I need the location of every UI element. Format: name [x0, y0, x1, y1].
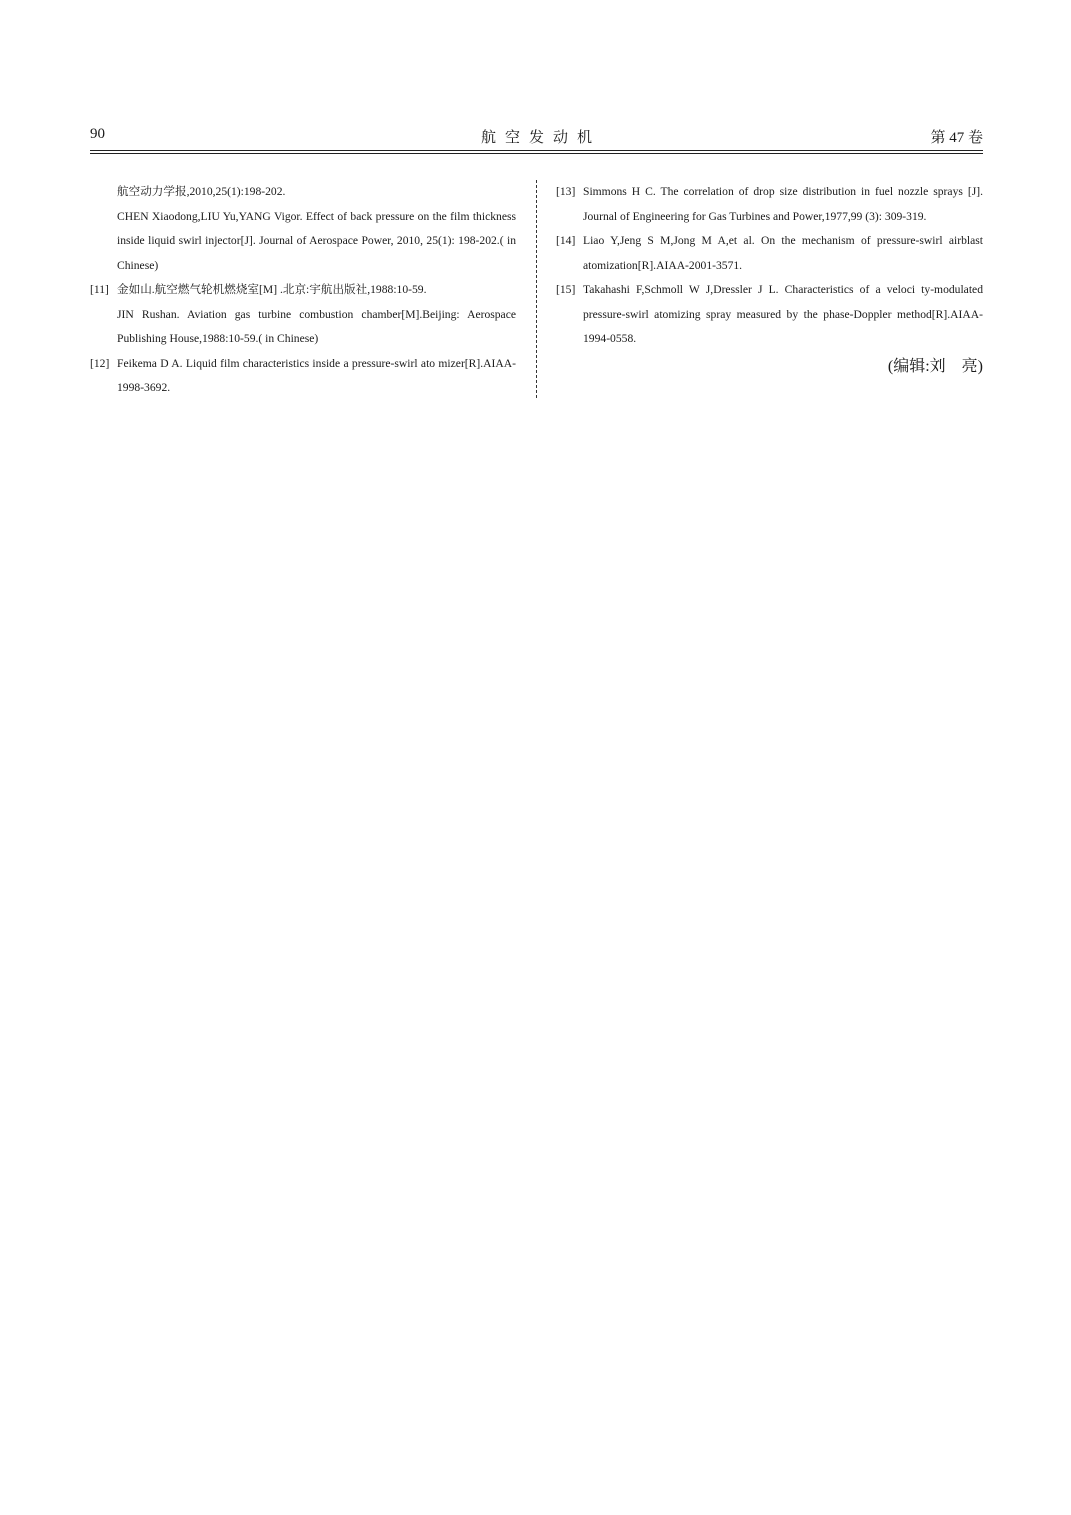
reference-15 — [556, 278, 983, 352]
reference-text-cn: 金如山.航空燃气轮机燃烧室[M] .北京:宇航出版社,1988:10-59. — [117, 283, 427, 296]
references-left-column — [90, 180, 516, 401]
editor-note: (编辑:刘 亮) — [887, 357, 983, 375]
column-separator — [536, 180, 537, 398]
reference-number: [12] — [90, 356, 110, 370]
reference-14 — [556, 229, 983, 278]
reference-text: Simmons H C. The correlation of drop size distribution in fuel nozzle sprays [J]. Journal of Engineering for Gas Turbines and Power,1977,99 (3): 309-319. — [583, 185, 983, 223]
reference-text: Takahashi F,Schmoll W J,Dressler J L. Characteristics of a veloci ty-modulated pressure-swirl atomizing spray measured by the phase-Doppler method[R].AIAA-1994-0558. — [583, 283, 983, 345]
reference-number: [14] — [556, 234, 576, 247]
reference-12 — [90, 352, 516, 401]
reference-11-en: JIN Rushan. Aviation gas turbine combustion chamber[M].Beijing: Aerospace Publishing House,1988:10-59.( in Chinese) — [117, 307, 516, 345]
reference-number: [11] — [90, 283, 109, 296]
volume-label: 第 47 卷 — [930, 130, 983, 146]
header-rule-top — [90, 150, 983, 151]
references-right-column — [556, 180, 983, 380]
reference-11 — [90, 278, 516, 303]
journal-title: 航空发动机 — [480, 130, 601, 146]
reference-text: Feikema D A. Liquid film characteristics inside a pressure-swirl ato mizer[R].AIAA-1998-3692. — [117, 356, 516, 394]
reference-continuation-en: CHEN Xiaodong,LIU Yu,YANG Vigor. Effect of back pressure on the film thickness inside liquid swirl injector[J]. Journal of Aerospace Power, 2010, 25(1): 198-202.( in Chinese) — [117, 209, 516, 272]
reference-13 — [556, 180, 983, 229]
page-number: 90 — [90, 126, 105, 142]
reference-continuation-cn: 航空动力学报,2010,25(1):198-202. — [117, 185, 286, 198]
reference-number: [15] — [556, 283, 576, 296]
reference-number: [13] — [556, 185, 576, 198]
reference-text: Liao Y,Jeng S M,Jong M A,et al. On the mechanism of pressure-swirl airblast atomization[R].AIAA-2001-3571. — [583, 234, 983, 272]
page-header — [90, 126, 983, 152]
header-rule-bottom — [90, 153, 983, 154]
